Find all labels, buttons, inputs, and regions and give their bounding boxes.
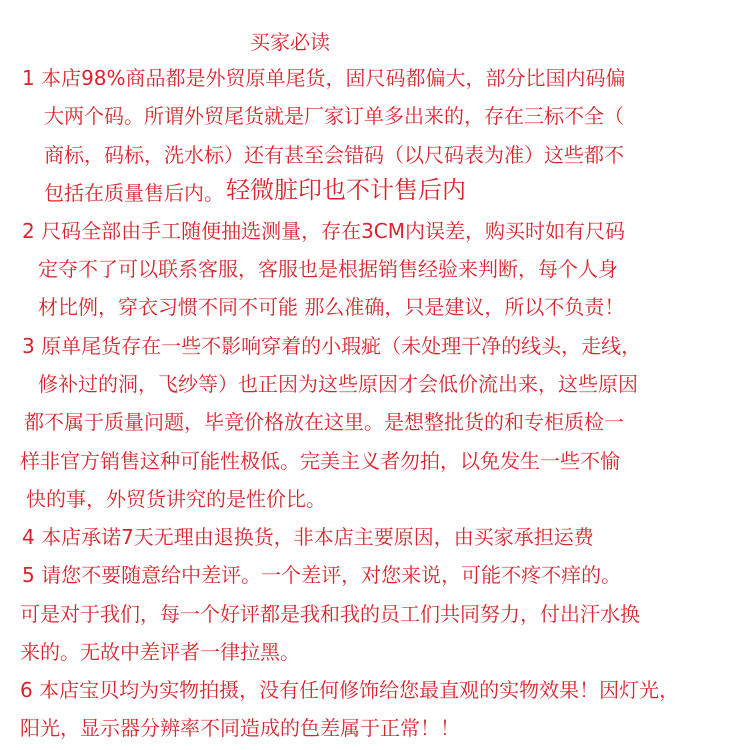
notice-line-10: 都不属于质量问题，毕竟价格放在这里。是想整批货的和专柜质检一 [24,410,624,434]
notice-line-14: 5 请您不要随意给中差评。一个差评，对您来说，可能不疼不痒的。 [22,563,622,587]
notice-line-5: 2 尺码全部由手工随便抽选测量，存在3CM内误差，购买时如有尺码 [22,219,626,243]
notice-line-15: 可是对于我们，每一个好评都是我和我的员工们共同努力，付出汗水换 [20,602,640,626]
notice-line-6: 定夺不了可以联系客服，客服也是根据销售经验来判断，每个人身 [38,257,618,281]
notice-line-7: 材比例，穿衣习惯不同不可能 那么准确，只是建议，所以不负责！ [38,295,625,319]
notice-line-1: 1 本店98%商品都是外贸原单尾货，固尺码都偏大，部分比国内码偏 [22,66,626,90]
notice-line-2: 大两个码。所谓外贸尾货就是厂家订单多出来的，存在三标不全（ [44,104,624,128]
notice-emphasis: 轻微脏印也不计售后内 [226,176,466,204]
notice-line-13: 4 本店承诺7天无理由退换货，非本店主要原因，由买家承担运费 [22,525,594,549]
notice-line-3: 商标，码标，洗水标）还有甚至会错码（以尺码表为准）这些都不 [44,143,624,167]
notice-line-17: 6 本店宝贝均为实物拍摄，没有任何修饰给您最直观的实物效果！因灯光， [20,678,680,702]
notice-line-4: 包括在质量售后内。 [44,181,224,205]
notice-line-11: 样非官方销售这种可能性极低。完美主义者勿拍，以免发生一些不愉 [20,449,620,473]
notice-title: 买家必读 [250,30,330,54]
notice-line-18: 阳光，显示器分辨率不同造成的色差属于正常！！ [20,716,460,740]
notice-line-9: 修补过的洞，飞纱等）也正因为这些原因才会低价流出来，这些原因 [38,372,638,396]
notice-line-8: 3 原单尾货存在一些不影响穿着的小瑕疵（未处理干净的线头，走线， [22,334,642,358]
notice-line-12: 快的事，外贸货讲究的是性价比。 [26,487,326,511]
notice-line-16: 来的。无故中差评者一律拉黑。 [20,640,300,664]
